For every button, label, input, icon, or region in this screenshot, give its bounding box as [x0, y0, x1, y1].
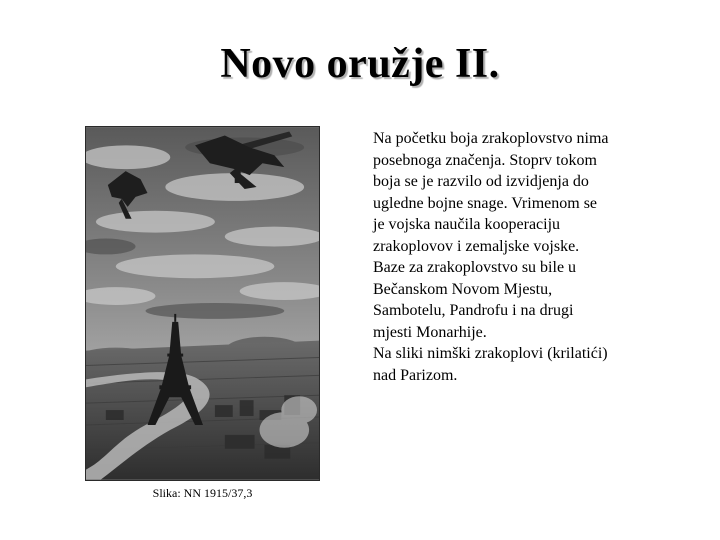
paragraph-aviation-bases: Baze za zrakoplovstvo su bile u Bečanskom Novom Mjestu, Sambotelu, Pandrofu i na drugi mjesti Monarhije.: [373, 259, 577, 341]
historic-photo: [85, 126, 320, 481]
body-text: [373, 128, 673, 386]
aircraft-over-paris-illustration: [86, 127, 319, 480]
paragraph-image-description: Na sliki nimški zrakoplovi (krilatići) nad Parizom.: [373, 345, 608, 384]
slide-title: Novo oružje II.: [220, 41, 500, 87]
paragraph-role-of-aviation: Na početku boja zrakoplovstvo nima posebnoga značenja. Stoprv tokom boja se je razvilo od izvidjenja do ugledne bojne snage. Vrimenom se je vojska naučila kooperaciju zrakoplovov i zemaljske vojske.: [373, 130, 609, 255]
photo-caption: Slika: NN 1915/37,3: [152, 486, 253, 500]
